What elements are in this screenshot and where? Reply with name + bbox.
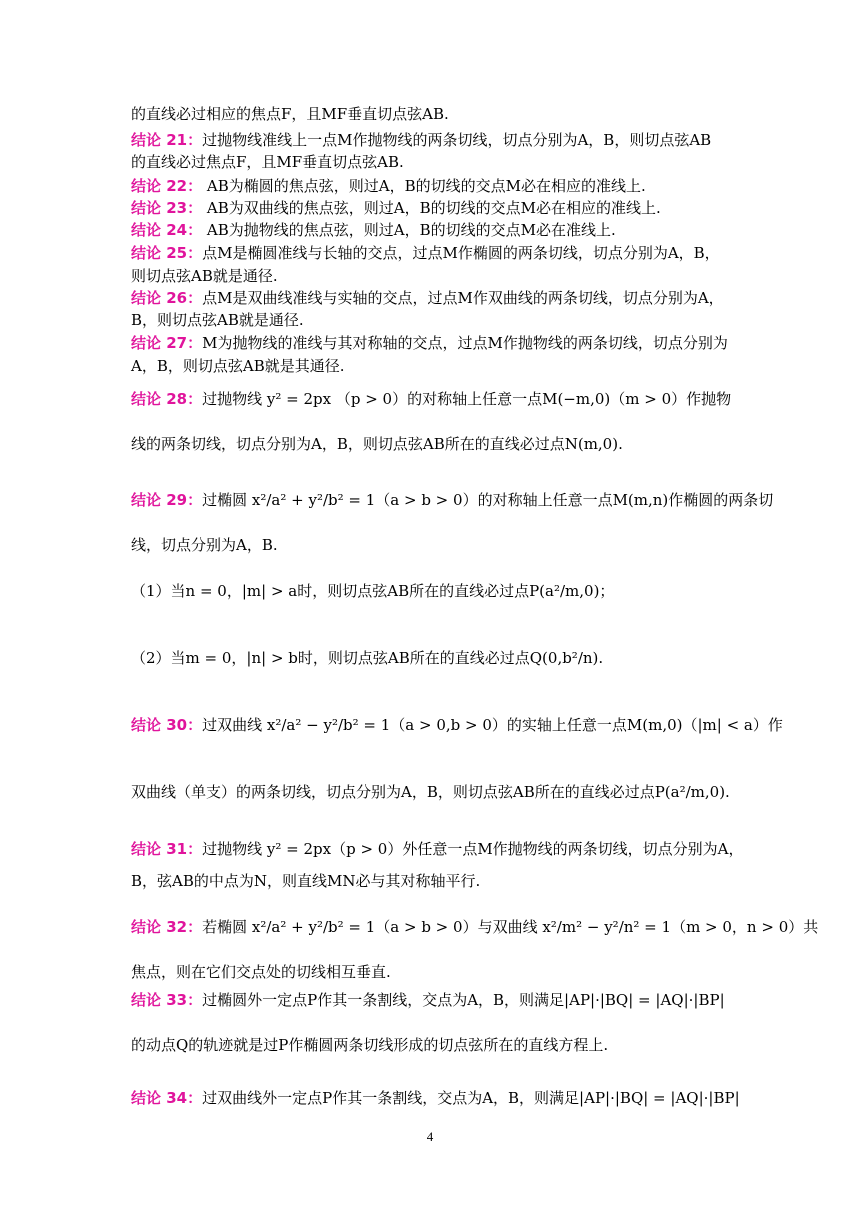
text-line xyxy=(131,104,449,124)
line-text: 双曲线（单支）的两条切线，切点分别为A，B，则切点弦AB所在的直线必过点P(a²/m,0). xyxy=(131,783,730,801)
line-text: 焦点，则在它们交点处的切线相互垂直. xyxy=(131,963,391,981)
text-line xyxy=(131,130,711,150)
text-line xyxy=(131,715,783,735)
line-text: 的直线必过相应的焦点F，且MF垂直切点弦AB. xyxy=(131,105,449,123)
conclusion-label: 结论 29： xyxy=(131,491,203,509)
line-text: AB为双曲线的焦点弦，则过A，B的切线的交点M必在相应的准线上. xyxy=(202,199,661,217)
line-text: （1）当n = 0，|m| > a时，则切点弦AB所在的直线必过点P(a²/m,0)； xyxy=(131,582,615,600)
text-line xyxy=(131,333,728,353)
line-text: 点M是双曲线准线与实轴的交点，过点M作双曲线的两条切线，切点分别为A， xyxy=(202,289,724,307)
line-text: 则切点弦AB就是通径. xyxy=(131,267,278,285)
line-text: AB为椭圆的焦点弦，则过A，B的切线的交点M必在相应的准线上. xyxy=(202,177,646,195)
text-line xyxy=(131,581,614,601)
line-text: B，弦AB的中点为N，则直线MN必与其对称轴平行. xyxy=(131,872,481,890)
page-number: 4 xyxy=(426,1129,434,1144)
text-line xyxy=(131,648,603,668)
line-text: 线，切点分别为A，B. xyxy=(131,536,278,554)
line-text: 过椭圆外一定点P作其一条割线，交点为A，B，则满足|AP|·|BQ| = |AQ|·|BP| xyxy=(202,991,725,1009)
conclusion-label: 结论 30： xyxy=(131,716,203,734)
line-text: 若椭圆 x²/a² + y²/b² = 1（a > b > 0）与双曲线 x²/m² − y²/n² = 1（m > 0，n > 0）共 xyxy=(202,918,819,936)
conclusion-label: 结论 24： xyxy=(131,221,203,239)
conclusion-label: 结论 26： xyxy=(131,289,203,307)
line-text: 线的两条切线，切点分别为A，B，则切点弦AB所在的直线必过点N(m,0). xyxy=(131,435,623,453)
text-line xyxy=(131,871,480,891)
line-text: AB为抛物线的焦点弦，则过A，B的切线的交点M必在准线上. xyxy=(202,221,616,239)
line-text: 点M是椭圆准线与长轴的交点，过点M作椭圆的两条切线，切点分别为A，B， xyxy=(202,244,720,262)
text-line xyxy=(131,434,623,454)
conclusion-label: 结论 28： xyxy=(131,390,203,408)
line-text: B，则切点弦AB就是通径. xyxy=(131,311,304,329)
text-line xyxy=(131,389,731,409)
text-line xyxy=(131,990,725,1010)
text-line xyxy=(131,220,616,240)
text-line xyxy=(131,266,278,286)
text-line xyxy=(131,176,646,196)
line-text: （2）当m = 0，|n| > b时，则切点弦AB所在的直线必过点Q(0,b²/n). xyxy=(131,649,604,667)
text-line xyxy=(131,310,304,330)
conclusion-label: 结论 22： xyxy=(131,177,203,195)
conclusion-label: 结论 25： xyxy=(131,244,203,262)
conclusion-label: 结论 32： xyxy=(131,918,203,936)
line-text: A，B，则切点弦AB就是其通径. xyxy=(131,357,345,375)
line-text: 过椭圆 x²/a² + y²/b² = 1（a > b > 0）的对称轴上任意一点M(m,n)作椭圆的两条切 xyxy=(202,491,774,509)
conclusion-label: 结论 34： xyxy=(131,1089,203,1107)
conclusion-label: 结论 23： xyxy=(131,199,203,217)
text-line xyxy=(131,1035,608,1055)
line-text: 的动点Q的轨迹就是过P作椭圆两条切线形成的切点弦所在的直线方程上. xyxy=(131,1036,609,1054)
text-line xyxy=(131,356,344,376)
text-line xyxy=(131,782,730,802)
line-text: 过抛物线准线上一点M作抛物线的两条切线，切点分别为A，B，则切点弦AB xyxy=(202,131,712,149)
text-line xyxy=(131,917,818,937)
text-line xyxy=(131,1088,740,1108)
text-line xyxy=(131,839,744,859)
text-line xyxy=(131,535,278,555)
conclusion-label: 结论 21： xyxy=(131,131,203,149)
line-text: M为抛物线的准线与其对称轴的交点，过点M作抛物线的两条切线，切点分别为 xyxy=(202,334,728,352)
text-line xyxy=(131,152,404,172)
text-line xyxy=(131,243,720,263)
line-text: 过抛物线 y² = 2px （p > 0）的对称轴上任意一点M(−m,0)（m > 0）作抛物 xyxy=(202,390,732,408)
text-line xyxy=(131,962,391,982)
conclusion-label: 结论 33： xyxy=(131,991,203,1009)
text-line xyxy=(131,490,773,510)
conclusion-label: 结论 27： xyxy=(131,334,203,352)
text-line xyxy=(131,198,661,218)
line-text: 过抛物线 y² = 2px（p > 0）外任意一点M作抛物线的两条切线，切点分别为A， xyxy=(202,840,744,858)
line-text: 的直线必过焦点F，且MF垂直切点弦AB. xyxy=(131,153,404,171)
line-text: 过双曲线 x²/a² − y²/b² = 1（a > 0,b > 0）的实轴上任意一点M(m,0)（|m| < a）作 xyxy=(202,716,783,734)
conclusion-label: 结论 31： xyxy=(131,840,203,858)
line-text: 过双曲线外一定点P作其一条割线，交点为A，B，则满足|AP|·|BQ| = |AQ|·|BP| xyxy=(202,1089,740,1107)
text-line xyxy=(131,288,724,308)
